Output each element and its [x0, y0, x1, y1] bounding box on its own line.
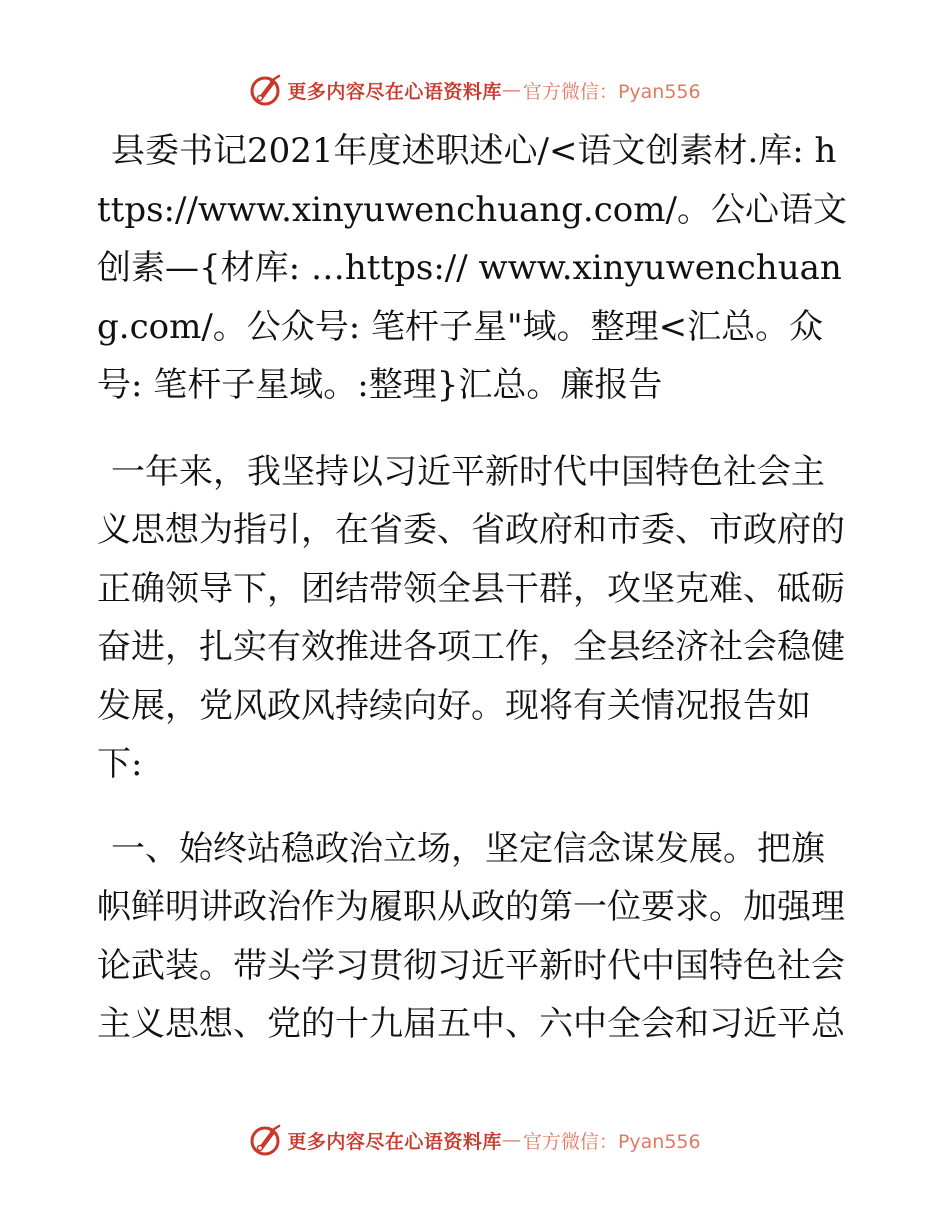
banner-dash: —	[501, 79, 521, 101]
paragraph-text: 一、始终站稳政治立场，坚定信念谋发展。把旗帜鲜明讲政治作为履职从政的第一位要求。加强理论武装。带头学习贯彻习近平新时代中国特色社会主义思想、党的十九届五中、六中全会和习近平总	[97, 828, 845, 1044]
paragraph-intro	[97, 443, 849, 794]
wechat-id: Pyan556	[617, 80, 701, 103]
quill-logo-icon	[249, 1123, 283, 1157]
footer-banner	[0, 1118, 950, 1162]
quill-logo-icon	[249, 73, 283, 107]
paragraph-section-one	[97, 820, 849, 1054]
paragraph-title	[97, 122, 849, 415]
official-label: 官方微信：	[522, 80, 618, 103]
banner-official	[523, 77, 701, 104]
wechat-id: Pyan556	[617, 1130, 701, 1153]
document-body	[97, 122, 849, 1066]
banner-title: 更多内容尽在心语资料库	[287, 1130, 502, 1153]
paragraph-text: 县委书记2021年度述职述心/<语文创素材.库: https://www.xinyuwenchuang.com/。公心语文创素—{材库: …https:// www.xinyuwenchuang.com/。公众号: 笔杆子星"域。整理<汇总。众号: 笔杆子星域。:整理}汇总。廉报告	[97, 131, 847, 405]
banner-dash: —	[501, 1129, 521, 1151]
header-banner	[0, 68, 950, 112]
paragraph-text: 一年来，我坚持以习近平新时代中国特色社会主义思想为指引，在省委、省政府和市委、市政府的正确领导下，团结带领全县干群，攻坚克难、砥砺奋进，扎实有效推进各项工作，全县经济社会稳健发展，党风政风持续向好。现将有关情况报告如下:	[97, 451, 845, 784]
banner-official	[523, 1127, 701, 1154]
official-label: 官方微信：	[522, 1130, 618, 1153]
banner-title: 更多内容尽在心语资料库	[287, 80, 502, 103]
